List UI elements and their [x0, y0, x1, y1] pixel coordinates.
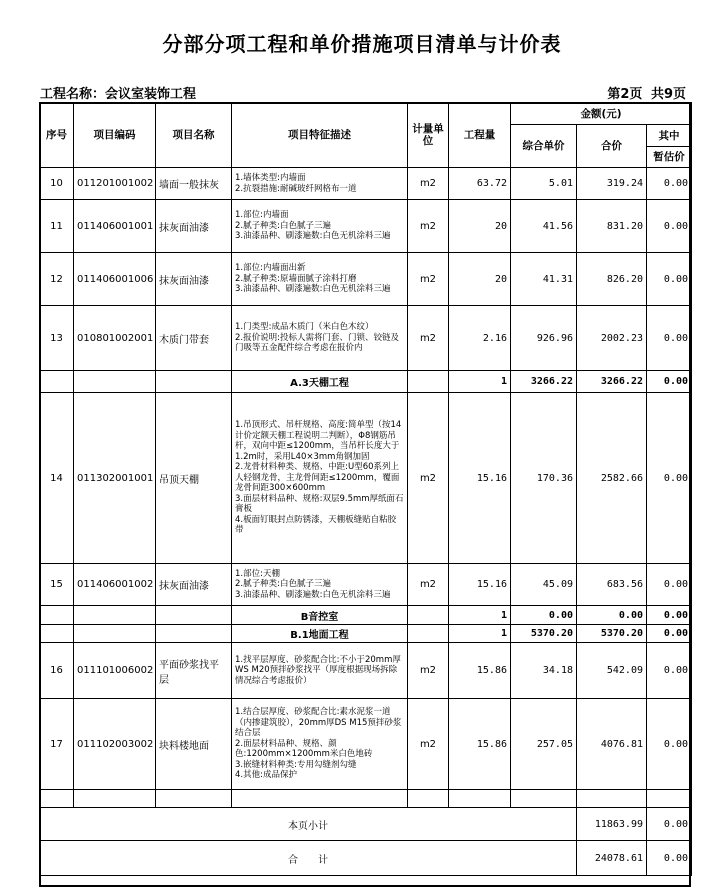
total-cell: 2002.23: [577, 306, 647, 371]
seq-cell: 17: [40, 699, 74, 790]
name-cell: 墙面一般抹灰: [156, 168, 232, 200]
unit-cell: [408, 371, 449, 393]
desc-line: 3.油漆品种、刷漆遍数:白色无机涂料三遍: [235, 284, 391, 295]
seq-cell: [40, 625, 74, 643]
seq-cell: 15: [40, 564, 74, 606]
desc-line: 1.吊顶形式、吊杆规格、高度:简单型（按14计价定额天棚工程说明二判断），Φ8钢筋吊杆，双向中距≤1200mm，当吊杆长度大于1.2m时，采用L40×3mm角钢加固: [235, 420, 402, 462]
name-cell: 抹灰面油漆: [156, 200, 232, 253]
grand-total-row: [40, 841, 692, 876]
unit-price-cell: 34.18: [511, 643, 577, 699]
section-label: B音控室: [232, 606, 408, 625]
total-cell: 0.00: [577, 606, 647, 625]
grand-total-provisional: 0.00: [647, 841, 692, 876]
header-unit-price: 综合单价: [511, 125, 577, 168]
empty-cell: [232, 790, 408, 808]
page-total: 共9页: [650, 87, 686, 102]
seq-cell: 16: [40, 643, 74, 699]
table-row: [40, 393, 692, 564]
empty-cell: [40, 790, 74, 808]
qty-cell: 2.16: [449, 306, 511, 371]
provisional-cell: 0.00: [647, 393, 692, 564]
name-cell: [156, 371, 232, 393]
desc-line: 1.找平层厚度、砂浆配合比:不小于20mm厚WS M20预拌砂浆找平（厚度根据现场拆除情况综合考虑报价）: [235, 654, 401, 686]
table-row: [40, 564, 692, 606]
header-of-which: 其中: [647, 125, 692, 147]
total-cell: 319.24: [577, 168, 647, 200]
desc-line: 4.其他:成品保护: [235, 770, 297, 781]
qty-cell: 20: [449, 200, 511, 253]
unit-price-cell: 3266.22: [511, 371, 577, 393]
table-row: [40, 200, 692, 253]
code-cell: [74, 371, 156, 393]
unit-cell: [408, 606, 449, 625]
total-cell: 826.20: [577, 253, 647, 306]
header-unit: 计量单位: [408, 103, 449, 168]
desc-cell: [232, 699, 408, 790]
total-cell: 5370.20: [577, 625, 647, 643]
qty-cell: 15.16: [449, 393, 511, 564]
qty-cell: 1: [449, 625, 511, 643]
header-name: 项目名称: [156, 103, 232, 168]
name-cell: 块料楼地面: [156, 699, 232, 790]
name-cell: 抹灰面油漆: [156, 564, 232, 606]
provisional-cell: 0.00: [647, 306, 692, 371]
page-current: 第2页: [607, 87, 643, 102]
desc-line: 1.部位:内墙面: [235, 210, 289, 221]
desc-line: 2.面层材料品种、规格、颜色:1200mm×1200mm米白色地砖: [235, 738, 373, 760]
desc-line: 2.报价说明:投标人需将门套、门锁、铰链及门吸等五金配件综合考虑在报价内: [235, 332, 399, 354]
unit-cell: m2: [408, 393, 449, 564]
name-cell: 吊顶天棚: [156, 393, 232, 564]
empty-cell: [647, 790, 692, 808]
unit-cell: m2: [408, 200, 449, 253]
desc-line: 3.面层材料品种、规格:双层9.5mm厚纸面石膏板: [235, 493, 404, 515]
header-code: 项目编码: [74, 103, 156, 168]
provisional-cell: 0.00: [647, 371, 692, 393]
qty-cell: 1: [449, 606, 511, 625]
project-name: 工程名称：会议室装饰工程: [40, 87, 197, 102]
code-cell: [74, 625, 156, 643]
unit-cell: m2: [408, 564, 449, 606]
table-row: [40, 643, 692, 699]
header-seq: 序号: [40, 103, 74, 168]
qty-cell: 63.72: [449, 168, 511, 200]
provisional-cell: 0.00: [647, 625, 692, 643]
unit-price-cell: 0.00: [511, 606, 577, 625]
qty-cell: 15.16: [449, 564, 511, 606]
table-row: [40, 306, 692, 371]
unit-price-cell: 41.31: [511, 253, 577, 306]
desc-line: 1.部位:内墙面出新: [235, 263, 306, 274]
seq-cell: [40, 371, 74, 393]
section-label: B.1地面工程: [232, 625, 408, 643]
unit-price-cell: 5.01: [511, 168, 577, 200]
name-cell: 木质门带套: [156, 306, 232, 371]
desc-line: 3.嵌缝材料种类:专用勾缝剂勾缝: [235, 759, 357, 770]
desc-cell: [232, 253, 408, 306]
total-cell: 4076.81: [577, 699, 647, 790]
qty-cell: 15.86: [449, 643, 511, 699]
desc-line: 1.门类型:成品木质门（米白色木纹）: [235, 322, 374, 333]
desc-line: 2.腻子种类:白色腻子三遍: [235, 220, 331, 231]
seq-cell: 14: [40, 393, 74, 564]
total-cell: 3266.22: [577, 371, 647, 393]
header-amount: 金额(元): [511, 103, 692, 125]
unit-cell: m2: [408, 699, 449, 790]
desc-line: 2.龙骨材料种类、规格、中距:U型60系列上人轻钢龙骨，主龙骨间距≤1200mm，覆面龙骨间距300×600mm: [235, 462, 400, 494]
header-total: 合价: [577, 125, 647, 168]
seq-cell: [40, 606, 74, 625]
desc-cell: [232, 306, 408, 371]
seq-cell: 10: [40, 168, 74, 200]
provisional-cell: 0.00: [647, 253, 692, 306]
code-cell: 011406001001: [74, 200, 156, 253]
desc-line: 3.油漆品种、刷漆遍数:白色无机涂料三遍: [235, 231, 391, 242]
desc-cell: [232, 564, 408, 606]
unit-cell: m2: [408, 168, 449, 200]
seq-cell: 13: [40, 306, 74, 371]
empty-cell: [156, 790, 232, 808]
header-qty: 工程量: [449, 103, 511, 168]
code-cell: 011102003002: [74, 699, 156, 790]
seq-cell: 11: [40, 200, 74, 253]
unit-price-cell: 926.96: [511, 306, 577, 371]
name-cell: [156, 606, 232, 625]
code-cell: 011101006002: [74, 643, 156, 699]
table-row: [40, 168, 692, 200]
unit-price-cell: 45.09: [511, 564, 577, 606]
code-cell: 011406001006: [74, 253, 156, 306]
unit-price-cell: 5370.20: [511, 625, 577, 643]
provisional-cell: 0.00: [647, 564, 692, 606]
code-cell: 011201001002: [74, 168, 156, 200]
qty-cell: 20: [449, 253, 511, 306]
total-cell: 542.09: [577, 643, 647, 699]
pricing-table: [39, 102, 692, 876]
provisional-cell: 0.00: [647, 643, 692, 699]
provisional-cell: 0.00: [647, 699, 692, 790]
section-subtotal-row: [40, 606, 692, 625]
unit-price-cell: 170.36: [511, 393, 577, 564]
qty-cell: 1: [449, 371, 511, 393]
empty-cell: [74, 790, 156, 808]
desc-line: 2.腻子种类:原墙面腻子涂料打磨: [235, 273, 357, 284]
empty-row: [40, 790, 692, 808]
unit-price-cell: 257.05: [511, 699, 577, 790]
provisional-cell: 0.00: [647, 606, 692, 625]
header-provisional: 暂估价: [647, 147, 692, 168]
page-subtotal-row: [40, 808, 692, 841]
section-subtotal-row: [40, 625, 692, 643]
empty-cell: [577, 790, 647, 808]
total-cell: 683.56: [577, 564, 647, 606]
grand-total-total: 24078.61: [577, 841, 647, 876]
grand-total-label: 合 计: [40, 841, 577, 876]
desc-line: 4.板面钉眼封点防锈漆，天棚板缝贴自粘胶带: [235, 514, 397, 536]
desc-cell: [232, 393, 408, 564]
desc-line: 1.墙体类型:内墙面: [235, 173, 306, 183]
qty-cell: 15.86: [449, 699, 511, 790]
code-cell: 011406001002: [74, 564, 156, 606]
header-desc: 项目特征描述: [232, 103, 408, 168]
desc-cell: [232, 168, 408, 200]
unit-cell: m2: [408, 253, 449, 306]
unit-cell: m2: [408, 643, 449, 699]
name-cell: 平面砂浆找平层: [156, 643, 232, 699]
desc-cell: [232, 643, 408, 699]
code-cell: 011302001001: [74, 393, 156, 564]
page-info: [603, 83, 686, 102]
code-cell: 010801002001: [74, 306, 156, 371]
section-label: A.3天棚工程: [232, 371, 408, 393]
total-cell: 831.20: [577, 200, 647, 253]
desc-cell: [232, 200, 408, 253]
page-subtotal-provisional: 0.00: [647, 808, 692, 841]
unit-cell: [408, 625, 449, 643]
table-row: [40, 699, 692, 790]
desc-line: 1.部位:天棚: [235, 568, 280, 579]
total-cell: 2582.66: [577, 393, 647, 564]
page-subtotal-total: 11863.99: [577, 808, 647, 841]
name-cell: 抹灰面油漆: [156, 253, 232, 306]
desc-line: 2.抗裂措施:耐碱玻纤网格布一道: [235, 183, 357, 194]
page-title: 分部分项工程和单价措施项目清单与计价表: [162, 32, 562, 56]
provisional-cell: 0.00: [647, 200, 692, 253]
table-body: [40, 168, 692, 876]
unit-cell: m2: [408, 306, 449, 371]
desc-line: 2.腻子种类:白色腻子三遍: [235, 579, 331, 590]
table-row: [40, 253, 692, 306]
empty-cell: [511, 790, 577, 808]
empty-cell: [449, 790, 511, 808]
desc-line: 3.油漆品种、刷漆遍数:白色无机涂料三遍: [235, 589, 391, 600]
page-subtotal-label: 本页小计: [40, 808, 577, 841]
unit-price-cell: 41.56: [511, 200, 577, 253]
provisional-cell: 0.00: [647, 168, 692, 200]
section-subtotal-row: [40, 371, 692, 393]
empty-cell: [408, 790, 449, 808]
code-cell: [74, 606, 156, 625]
seq-cell: 12: [40, 253, 74, 306]
desc-line: 1.结合层厚度、砂浆配合比:素水泥浆一道（内掺建筑胶），20mm厚DS M15预拌砂浆结合层: [235, 707, 402, 739]
name-cell: [156, 625, 232, 643]
